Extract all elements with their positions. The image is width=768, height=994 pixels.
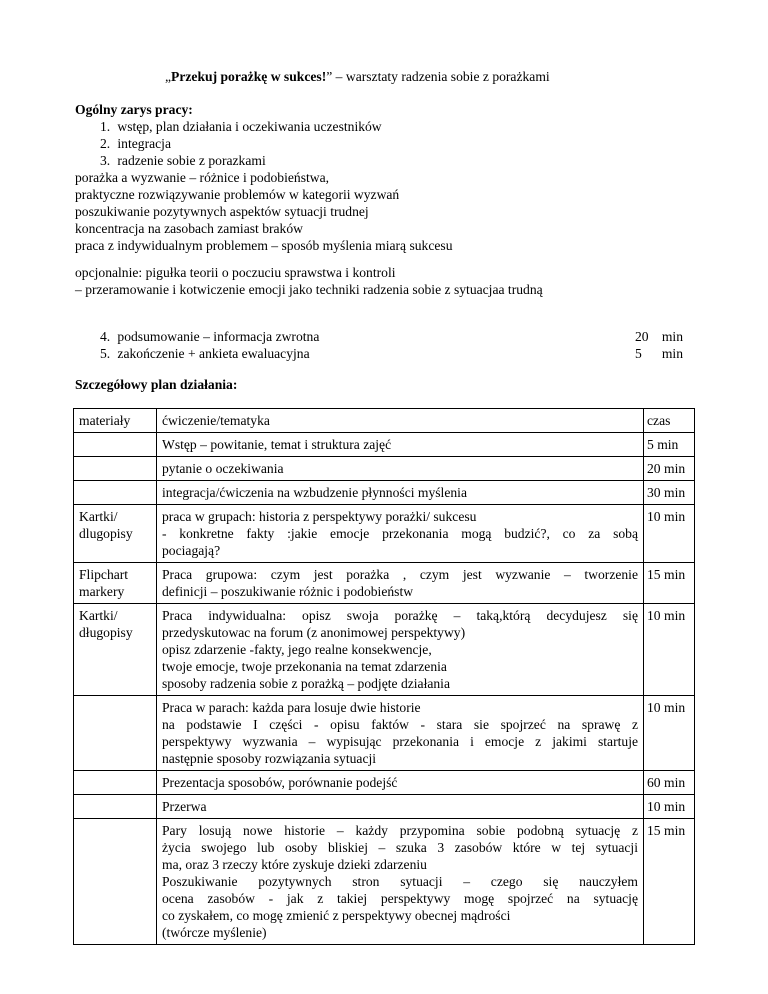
cell-time: 20 min bbox=[644, 457, 695, 481]
cell-materials bbox=[74, 819, 157, 945]
closing-items bbox=[75, 328, 695, 362]
cell-time: 5 min bbox=[644, 433, 695, 457]
item-text: podsumowanie – informacja zwrotna bbox=[117, 329, 320, 344]
materials-line: markery bbox=[79, 584, 125, 599]
cell-materials bbox=[74, 481, 157, 505]
cell-materials bbox=[74, 505, 157, 563]
topic-line: życia swojego lub osoby bliskiej – szuka 3 zasobów które w tej sytuacji bbox=[162, 840, 638, 855]
topic-line: praca w grupach: historia z perspektywy porażki/ sukcesu bbox=[162, 509, 477, 524]
overview-line: praca z indywidualnym problemem – sposób myślenia miarą sukcesu bbox=[75, 238, 453, 253]
table-row bbox=[74, 481, 695, 505]
item-time bbox=[635, 345, 683, 362]
topic-line: Przerwa bbox=[162, 799, 207, 814]
item-number: 1. bbox=[100, 119, 111, 134]
cell-materials bbox=[74, 795, 157, 819]
item-number: 4. bbox=[100, 329, 111, 344]
overview-heading: Ogólny zarys pracy: bbox=[75, 102, 193, 117]
item-number: 5. bbox=[100, 346, 111, 361]
cell-topic bbox=[157, 771, 644, 795]
overview-item bbox=[75, 152, 695, 169]
table-row bbox=[74, 604, 695, 696]
table-row bbox=[74, 819, 695, 945]
table-row bbox=[74, 563, 695, 604]
topic-line: Wstęp – powitanie, temat i struktura zajęć bbox=[162, 437, 392, 452]
overview-item bbox=[75, 135, 695, 152]
overview-item bbox=[75, 328, 695, 345]
topic-line: co zyskałem, co mogę zmienić z perspektywy obecnej mądrości bbox=[162, 908, 511, 923]
cell-materials bbox=[74, 457, 157, 481]
header-topic: ćwiczenie/tematyka bbox=[157, 409, 644, 433]
table-row bbox=[74, 696, 695, 771]
topic-line: Pary losują nowe historie – każdy przypomina sobie podobną sytuację z bbox=[162, 823, 638, 838]
plan-table bbox=[73, 408, 695, 945]
cell-topic bbox=[157, 505, 644, 563]
table-row bbox=[74, 433, 695, 457]
header-materials: materiały bbox=[74, 409, 157, 433]
topic-line: na podstawie I części - opisu faktów - stara sie spojrzeć na sprawę z bbox=[162, 717, 638, 732]
topic-line: pytanie o oczekiwania bbox=[162, 461, 284, 476]
title-open-quote: „ bbox=[165, 69, 172, 84]
materials-line: Kartki/ bbox=[79, 608, 118, 623]
title-bold: Przekuj porażkę w sukces! bbox=[171, 69, 327, 84]
item-text: integracja bbox=[117, 136, 171, 151]
cell-time: 60 min bbox=[644, 771, 695, 795]
item-number: 3. bbox=[100, 153, 111, 168]
time-unit: min bbox=[661, 329, 683, 344]
topic-line: opisz zdarzenie -fakty, jego realne konsekwencje, bbox=[162, 642, 432, 657]
cell-materials bbox=[74, 771, 157, 795]
overview-line: koncentracja na zasobach zamiast braków bbox=[75, 221, 303, 236]
cell-topic bbox=[157, 563, 644, 604]
topic-line: integracja/ćwiczenia na wzbudzenie płynności myślenia bbox=[162, 485, 467, 500]
materials-line: Kartki/ bbox=[79, 509, 118, 524]
cell-time: 10 min bbox=[644, 505, 695, 563]
cell-topic bbox=[157, 457, 644, 481]
topic-line: Praca indywidualna: opisz swoja porażkę – taką,którą decydujesz się bbox=[162, 608, 638, 623]
cell-materials bbox=[74, 604, 157, 696]
cell-topic bbox=[157, 433, 644, 457]
table-row bbox=[74, 795, 695, 819]
cell-time: 15 min bbox=[644, 819, 695, 945]
item-text: zakończenie + ankieta ewaluacyjna bbox=[117, 346, 310, 361]
time-unit: min bbox=[661, 346, 683, 361]
overview-line: praktyczne rozwiązywanie problemów w kategorii wyzwań bbox=[75, 187, 400, 202]
cell-materials bbox=[74, 696, 157, 771]
header-time: czas bbox=[644, 409, 695, 433]
topic-line: sposoby radzenia sobie z porażką – podjęte działania bbox=[162, 676, 450, 691]
cell-time: 15 min bbox=[644, 563, 695, 604]
item-number: 2. bbox=[100, 136, 111, 151]
cell-topic bbox=[157, 481, 644, 505]
overview-list bbox=[75, 118, 695, 169]
cell-time: 10 min bbox=[644, 696, 695, 771]
plan-heading: Szczegółowy plan działania: bbox=[75, 377, 238, 392]
topic-line: pociagają? bbox=[162, 543, 221, 558]
cell-materials bbox=[74, 433, 157, 457]
overview-item bbox=[75, 345, 695, 362]
cell-topic bbox=[157, 604, 644, 696]
time-number: 5 bbox=[635, 346, 642, 361]
cell-topic bbox=[157, 819, 644, 945]
topic-line: ocena zasobów - jak z takiej perspektywy mogę spojrzeć na sytuację bbox=[162, 891, 638, 906]
optional-line: – przeramowanie i kotwiczenie emocji jako techniki radzenia sobie z sytuacjaa trudną bbox=[75, 282, 543, 297]
optional-section bbox=[75, 264, 695, 298]
topic-line: definicji – poszukiwanie różnic i podobieństw bbox=[162, 584, 414, 599]
overview-section bbox=[75, 101, 695, 254]
topic-line: ma, oraz 3 rzeczy które zyskuje dzieki zdarzeniu bbox=[162, 857, 427, 872]
cell-topic bbox=[157, 795, 644, 819]
table-header-row bbox=[74, 409, 695, 433]
topic-line: Praca grupowa: czym jest porażka , czym jest wyzwanie – tworzenie bbox=[162, 567, 638, 582]
cell-time: 10 min bbox=[644, 604, 695, 696]
materials-line: dlugopisy bbox=[79, 526, 133, 541]
topic-line: Prezentacja sposobów, porównanie podejść bbox=[162, 775, 398, 790]
overview-line: porażka a wyzwanie – różnice i podobieństwa, bbox=[75, 170, 330, 185]
cell-topic bbox=[157, 696, 644, 771]
overview-line: poszukiwanie pozytywnych aspektów sytuacji trudnej bbox=[75, 204, 369, 219]
topic-line: perspektywy wyzwania – wypisując przekonania i emocje z jakimi startuje bbox=[162, 734, 638, 749]
topic-line: twoje emocje, twoje przekonania na temat zdarzenia bbox=[162, 659, 447, 674]
topic-line: Praca w parach: każda para losuje dwie historie bbox=[162, 700, 421, 715]
title-rest: – warsztaty radzenia sobie z porażkami bbox=[332, 69, 550, 84]
document-title bbox=[165, 68, 550, 85]
cell-time: 10 min bbox=[644, 795, 695, 819]
materials-line: długopisy bbox=[79, 625, 133, 640]
table-row bbox=[74, 771, 695, 795]
item-text: wstęp, plan działania i oczekiwania uczestników bbox=[117, 119, 382, 134]
time-number: 20 bbox=[635, 329, 649, 344]
materials-line: Flipchart bbox=[79, 567, 129, 582]
table-row bbox=[74, 457, 695, 481]
cell-time: 30 min bbox=[644, 481, 695, 505]
plan-table-body bbox=[74, 409, 695, 945]
topic-line: - konkretne fakty :jakie emocje przekonania mogą budzić?, co za sobą bbox=[162, 526, 638, 541]
item-text: radzenie sobie z porazkami bbox=[117, 153, 266, 168]
overview-item bbox=[75, 118, 695, 135]
item-time bbox=[635, 328, 683, 345]
topic-line: (twórcze myślenie) bbox=[162, 925, 267, 940]
topic-line: następnie sposoby rozwiązania sytuacji bbox=[162, 751, 377, 766]
table-row bbox=[74, 505, 695, 563]
topic-line: przedyskutowac na forum (z anonimowej perspektywy) bbox=[162, 625, 466, 640]
cell-materials bbox=[74, 563, 157, 604]
title-close-quote: ” bbox=[326, 69, 333, 84]
optional-line: opcjonalnie: pigułka teorii o poczuciu sprawstwa i kontroli bbox=[75, 265, 396, 280]
topic-line: Poszukiwanie pozytywnych stron sytuacji – czego się nauczyłem bbox=[162, 874, 638, 889]
